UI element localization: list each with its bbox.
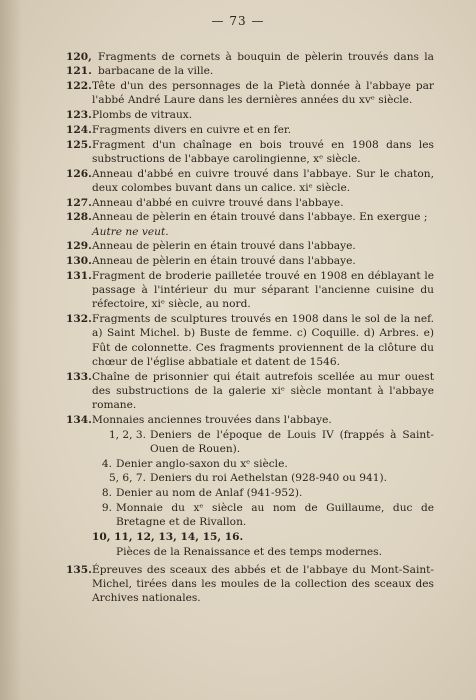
item-text: Fragments de sculptures trouvés en 1908 dans le sol de la nef. a) Saint Michel. b) Buste de femme. c) Coquille. d) Arbres. e) Fût de colonnette. Ces fragments proviennent de la clôture du chœur de l'église abbatiale et datent de 1546. [92,313,434,368]
sub-item-number: 4. [101,457,112,470]
list-item [66,370,434,413]
sub-item-number: 10, 11, 12, 13, 14, 15, 16. [92,530,244,543]
item-number: 124. [66,123,92,136]
list-item [66,167,434,195]
item-number: 120, 121. [66,51,92,78]
inscription-text: Autre ne veut. [92,225,169,238]
sub-list-item [92,471,434,485]
sub-item-number: 8. [101,487,112,500]
sub-list-item [92,501,434,529]
item-text: Fragment d'un chaînage en bois trouvé en 1908 dans les substructions de l'abbaye carolingienne, xᵉ siècle. [92,138,434,165]
item-number: 134. [66,413,92,426]
item-number: 126. [66,167,92,180]
sub-list-item [92,457,434,471]
item-text: Anneau d'abbé en cuivre trouvé dans l'abbaye. Sur le chaton, deux colombes buvant dans un calice. xiᵉ siècle. [92,167,434,194]
list-item [66,254,434,268]
list-item [66,79,434,107]
sub-list-item [92,486,434,500]
sub-item-text: Denier anglo-saxon du xᵉ siècle. [116,457,288,470]
item-number: 128. [66,211,92,224]
item-number: 125. [66,138,92,151]
list-item [66,210,434,238]
item-number: 123. [66,109,92,121]
item-number: 127. [66,196,92,209]
item-number: 132. [66,313,92,326]
item-text: Fragments divers en cuivre et en fer. [92,123,292,136]
item-text: Épreuves des sceaux des abbés et de l'abbaye du Mont-Saint-Michel, tirées dans les moules de la collection des sceaux des Archives nationales. [92,563,434,605]
catalogue-list [66,50,434,606]
item-number: 129. [66,240,92,253]
item-text: Fragments de cornets à bouquin de pèlerin trouvés dans la barbacane de la ville. [98,51,434,78]
item-text: Plombs de vitraux. [92,109,193,121]
list-item [66,196,434,210]
page-number: — 73 — [211,14,265,28]
item-text: Anneau d'abbé en cuivre trouvé dans l'abbaye. [92,196,344,209]
sub-list-item [92,530,434,544]
sub-item-text: Monnaie du xᵉ siècle au nom de Guillaume, duc de Bretagne et de Rivallon. [116,501,434,529]
list-item [66,413,434,427]
item-text: Monnaies anciennes trouvées dans l'abbaye. [92,413,332,426]
item-text-main: Anneau de pèlerin en étain trouvé dans l'abbaye. En exergue ; [92,211,428,224]
sub-list-item [92,545,434,559]
sub-item-text: Pièces de la Renaissance et des temps modernes. [116,545,382,558]
list-item [66,269,434,312]
sub-item-number: 9. [101,501,112,514]
sub-list-item [92,428,434,456]
item-text: Tête d'un des personnages de la Pietà donnée à l'abbaye par l'abbé André Laure dans les dernières années du xvᵉ siècle. [92,80,434,107]
item-number: 131. [66,269,92,282]
list-item [66,108,434,122]
item-text: Anneau de pèlerin en étain trouvé dans l'abbaye. [92,255,356,268]
item-number: 135. [66,563,92,576]
list-item [66,563,434,606]
sub-item-text: Deniers du roi Aethelstan (928-940 ou 941). [150,472,387,485]
list-item [66,239,434,253]
sub-item-text: Denier au nom de Anlaf (941-952). [116,487,303,500]
item-text: Anneau de pèlerin en étain trouvé dans l'abbaye. [92,240,356,253]
list-item [66,312,434,369]
list-item [66,50,434,78]
item-text: Chaîne de prisonnier qui était autrefois scellée au mur ouest des substructions de la galerie xiᵉ siècle montant à l'abbaye romane. [92,370,434,411]
list-item [66,123,434,137]
sub-item-number: 1, 2, 3. [108,428,146,441]
item-text: Fragment de broderie pailletée trouvé en 1908 en déblayant le passage à l'intérieur du mur séparant l'ancienne cuisine du réfectoire, xiᵉ siècle, au nord. [92,269,434,311]
item-number: 122. [66,80,92,92]
list-item [66,138,434,166]
sub-item-number: 5, 6, 7. [108,472,146,485]
item-number: 130. [66,255,92,268]
sub-item-text: Deniers de l'époque de Louis IV (frappés à Saint-Ouen de Rouen). [150,428,434,455]
item-number: 133. [66,370,92,383]
item-text [92,210,434,238]
